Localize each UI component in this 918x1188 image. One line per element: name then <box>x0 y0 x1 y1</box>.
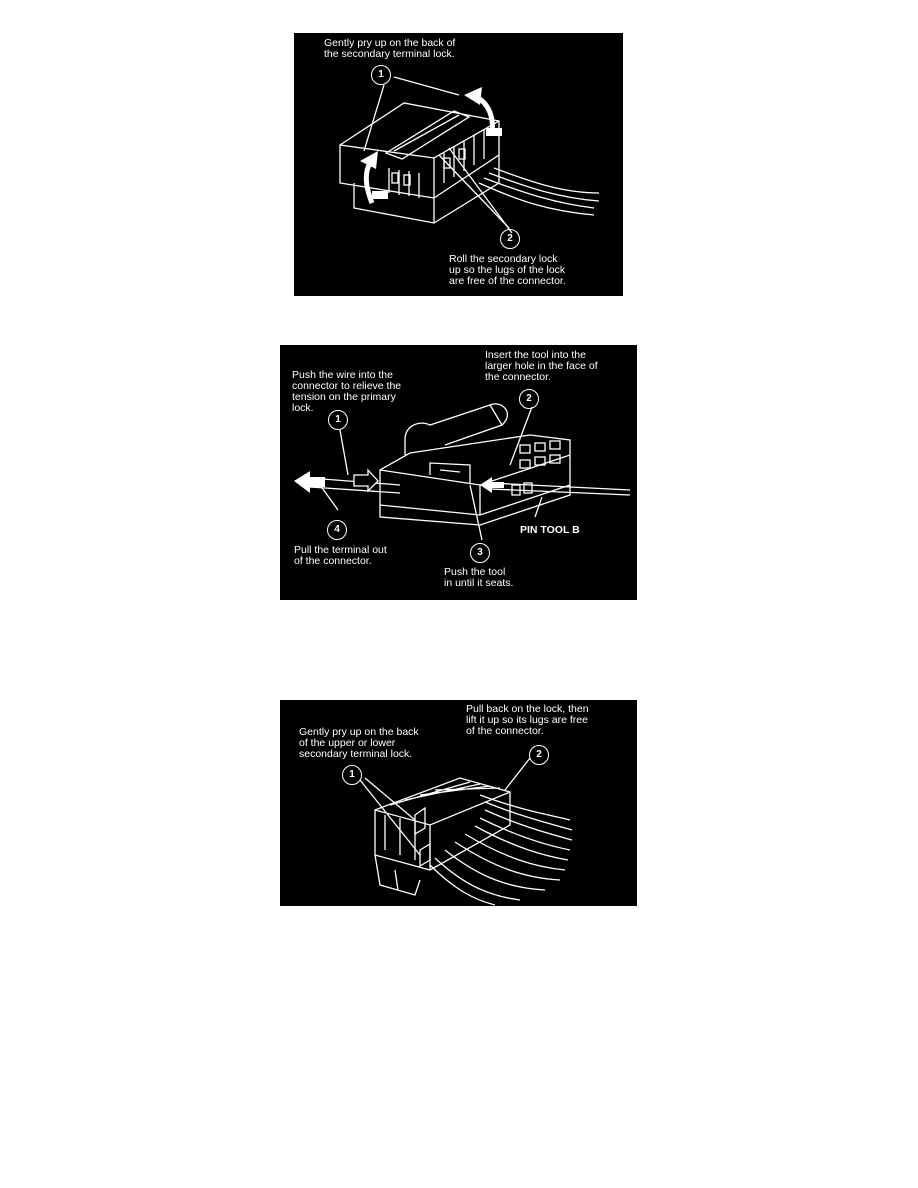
callout-1: 1 <box>328 410 348 430</box>
caption-pry-upper-lower: Gently pry up on the back of the upper or lower secondary terminal lock. <box>299 726 419 760</box>
caption-pull-back-lock: Pull back on the lock, then lift it up so its lugs are free of the connector. <box>466 703 589 737</box>
callout-2: 2 <box>500 229 520 249</box>
callout-3: 3 <box>470 543 490 563</box>
caption-roll-lock: Roll the secondary lock up so the lugs of the lock are free of the connector. <box>449 253 566 287</box>
figure-terminal-removal <box>280 345 637 600</box>
caption-push-tool: Push the tool in until it seats. <box>444 566 514 589</box>
callout-1: 1 <box>371 65 391 85</box>
label-pin-tool-b: PIN TOOL B <box>520 524 580 536</box>
callout-2: 2 <box>519 389 539 409</box>
callout-2: 2 <box>529 745 549 765</box>
figure-upper-lower-lock <box>280 700 637 906</box>
callout-4: 4 <box>327 520 347 540</box>
figure-secondary-lock-pry <box>294 33 623 296</box>
caption-pry-lock: Gently pry up on the back of the secondary terminal lock. <box>324 37 456 60</box>
caption-insert-tool: Insert the tool into the larger hole in the face of the connector. <box>485 349 598 383</box>
caption-pull-terminal: Pull the terminal out of the connector. <box>294 544 387 567</box>
caption-push-wire: Push the wire into the connector to relieve the tension on the primary lock. <box>292 369 402 414</box>
callout-1: 1 <box>342 765 362 785</box>
